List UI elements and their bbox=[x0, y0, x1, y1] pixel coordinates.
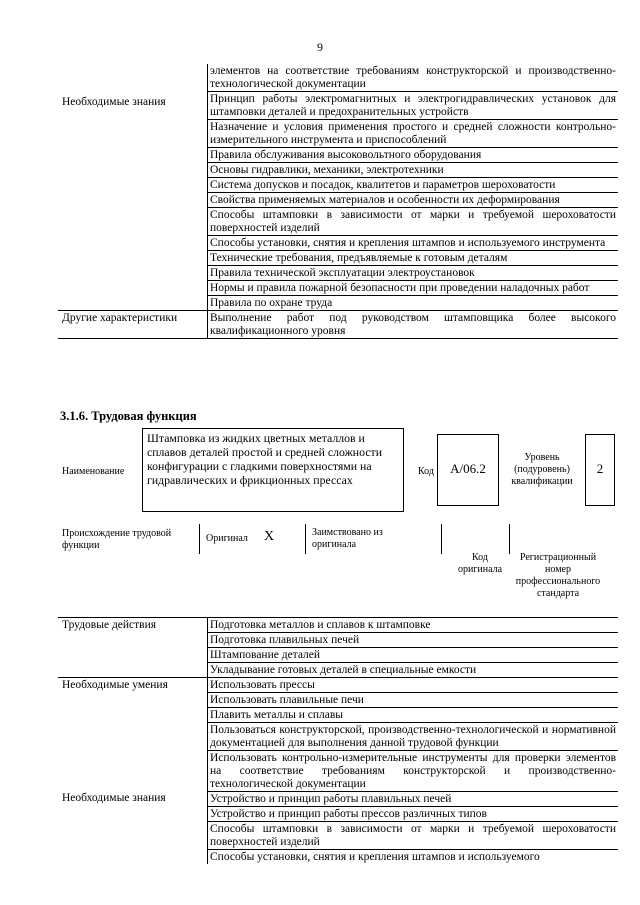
level-label: Уровень (подуровень) квалификации bbox=[511, 452, 573, 487]
knowledge-item: Свойства применяемых материалов и особенности их деформирования bbox=[208, 193, 619, 208]
action-item: Подготовка плавильных печей bbox=[208, 633, 619, 648]
page-number: 9 bbox=[317, 40, 323, 54]
knowledge-item: Правила технической эксплуатации электроустановок bbox=[208, 266, 619, 281]
other-label: Другие характеристики bbox=[58, 311, 208, 339]
knowledge-label-cell bbox=[58, 64, 208, 311]
knowledge-item: Способы штамповки в зависимости от марки и требуемой шероховатости поверхностей изделий bbox=[208, 822, 619, 850]
borrowed-label: Заимствовано из оригинала bbox=[312, 527, 383, 550]
knowledge-item: Основы гидравлики, механики, электротехники bbox=[208, 163, 619, 178]
knowledge-item: элементов на соответствие требованиям конструкторской и производственно-технологической документации bbox=[208, 64, 619, 92]
knowledge-item: Принцип работы электромагнитных и электрогидравлических установок для штамповки деталей и предохранительных устройств bbox=[208, 92, 619, 120]
code-label: Код bbox=[418, 466, 434, 477]
function-level: 2 bbox=[585, 434, 615, 506]
knowledge-item: Способы установки, снятия и крепления штампов и используемого bbox=[210, 851, 540, 863]
skills-label: Необходимые умения bbox=[58, 678, 208, 792]
knowledge-table-continued bbox=[58, 64, 618, 339]
original-label: Оригинал bbox=[206, 533, 248, 544]
reg-number-label: Регистрационный номер профессионального стандарта bbox=[515, 552, 601, 599]
code-original-label: Код оригинала bbox=[457, 552, 503, 575]
skill-item: Пользоваться конструкторской, производственно-технологической и нормативной документацией для выполнения данной трудовой функции bbox=[208, 723, 619, 751]
knowledge-label: Необходимые знания bbox=[62, 96, 166, 108]
knowledge-item: Способы установки, снятия и крепления штампов и используемого инструмента bbox=[208, 236, 619, 251]
origin-divider bbox=[441, 524, 442, 554]
knowledge-item: Устройство и принцип работы плавильных печей bbox=[208, 792, 619, 807]
section-title: 3.1.6. Трудовая функция bbox=[60, 409, 197, 423]
knowledge-item: Способы штамповки в зависимости от марки и требуемой шероховатости поверхностей изделий bbox=[208, 208, 619, 236]
knowledge-item: Устройство и принцип работы прессов различных типов bbox=[208, 807, 619, 822]
knowledge-label-bottom: Необходимые знания bbox=[58, 792, 208, 865]
original-mark: X bbox=[264, 529, 275, 544]
action-item: Штампование деталей bbox=[208, 648, 619, 663]
knowledge-item: Технические требования, предъявляемые к готовым деталям bbox=[208, 251, 619, 266]
knowledge-item: Правила обслуживания высоковольтного оборудования bbox=[208, 148, 619, 163]
skill-item: Плавить металлы и сплавы bbox=[208, 708, 619, 723]
function-code: А/06.2 bbox=[437, 434, 499, 506]
knowledge-item: Система допусков и посадок, квалитетов и параметров шероховатости bbox=[208, 178, 619, 193]
origin-divider bbox=[509, 524, 510, 554]
knowledge-item: Назначение и условия применения простого и средней сложности контрольно-измерительного инструмента и приспособлений bbox=[208, 120, 619, 148]
knowledge-item: Нормы и правила пожарной безопасности при проведении наладочных работ bbox=[208, 281, 619, 296]
action-item: Укладывание готовых деталей в специальные емкости bbox=[208, 663, 619, 678]
other-value: Выполнение работ под руководством штамповщика более высокого квалификационного уровня bbox=[208, 311, 619, 339]
actions-label: Трудовые действия bbox=[58, 618, 208, 678]
name-label: Наименование bbox=[62, 466, 125, 477]
skill-item: Использовать прессы bbox=[208, 678, 619, 693]
origin-label: Происхождение трудовой функции bbox=[62, 528, 172, 551]
function-details-table bbox=[58, 617, 618, 864]
origin-divider bbox=[199, 524, 200, 554]
origin-divider bbox=[305, 524, 306, 554]
skill-item: Использовать плавильные печи bbox=[208, 693, 619, 708]
function-name: Штамповка из жидких цветных металлов и сплавов деталей простой и средней сложности конфигурации с гладкими поверхностями на гидравлических и фрикционных прессах bbox=[142, 428, 404, 512]
skill-item: Использовать контрольно-измерительные инструменты для проверки элементов на соответствие требованиям конструкторской и производственно-технологической документации bbox=[208, 751, 619, 792]
action-item: Подготовка металлов и сплавов к штамповке bbox=[208, 618, 619, 633]
knowledge-item: Правила по охране труда bbox=[210, 297, 333, 309]
